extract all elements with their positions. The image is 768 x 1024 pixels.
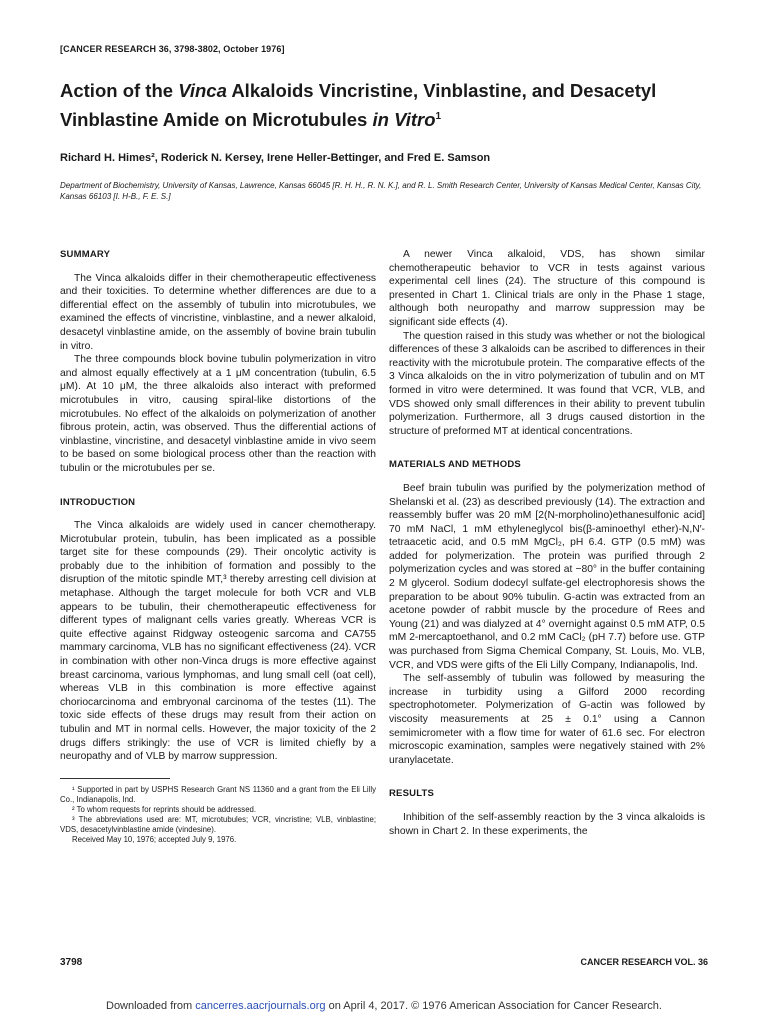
journal-link[interactable]: cancerres.aacrjournals.org <box>195 1000 326 1012</box>
journal-citation: [CANCER RESEARCH 36, 3798-3802, October 1976] <box>60 44 285 54</box>
download-suffix: on April 4, 2017. © 1976 American Association for Cancer Research. <box>325 1000 662 1012</box>
results-heading: RESULTS <box>389 788 435 800</box>
methods-heading: MATERIALS AND METHODS <box>389 459 521 471</box>
title-part-2: Alkaloids Vincristine, Vinblastine, and Desacetyl Vinblastine Amide on Microtubules <box>60 80 657 130</box>
page-number: 3798 <box>60 957 83 968</box>
summary-paragraph-2: The three compounds block bovine tubulin polymerization in vitro and almost equally effectively at a 1 μM concentration (tubulin, 6.5 μM). At 10 μM, the three alkaloids also interact with preformed microtubules in vitro, causing spiral-like distortions of the microtubules. No effect of the alkaloids on polymerization of another fibrous protein, actin, was observed. Thus the differential actions of vinblastine, vincristine, and desacetyl vinblastine amide in vivo seem to be based on some biological process other than the reaction with tubulin or the microtubules per se. <box>60 354 376 474</box>
title-footnote-marker: 1 <box>435 110 442 122</box>
affiliation: Department of Biochemistry, University of Kansas, Lawrence, Kansas 66045 [R. H. H., R. N. K.], and R. L. Smith Research Center, University of Kansas Medical Center, Kansas City, Kansas 66103 [I. H-B., F. E. S.] <box>60 181 702 201</box>
summary-heading: SUMMARY <box>60 249 111 260</box>
author-list: Richard H. Himes², Roderick N. Kersey, Irene Heller-Bettinger, and Fred E. Samson <box>60 152 491 164</box>
left-column <box>60 248 376 845</box>
introduction-paragraph-3: The question raised in this study was whether or not the biological differences of these 3 alkaloids can be ascribed to differences in their reactivity with the microtubule protein. The comparative effects of the 3 Vinca alkaloids on the in vitro polymerization of tubulin and on MT formed in vitro were determined. It was found that VCR, VLB, and VDS showed only small differences in their ability to prevent tubulin polymerization. Furthermore, all 3 drugs caused distortion in the structure of preformed MT at identical concentrations. <box>389 330 705 437</box>
summary-paragraph-1: The Vinca alkaloids differ in their chemotherapeutic effectiveness and their toxicities. To determine whether differences are due to a differential effect on the assembly of tubulin into microtubules, we examined the effects of vincristine, vinblastine, and a newer alkaloid, desacetyl vinblastine amide, on the assembly of bovine brain tubulin in vitro. <box>60 272 376 352</box>
download-notice <box>0 1000 768 1012</box>
received-note: Received May 10, 1976; accepted July 9, 1976. <box>72 834 237 844</box>
methods-paragraph-2: The self-assembly of tubulin was followed by measuring the increase in turbidity using a Gilford 2000 recording spectrophotometer. Polymerization of G-actin was followed by viscosity measurements at 25 ± 0.1° using a Cannon semimicrometer with a flow time for water of 61.6 sec. For electron microscopic examination, samples were negatively stained with 2% uranylacetate. <box>389 673 705 766</box>
right-column <box>389 248 705 838</box>
results-paragraph-1: Inhibition of the self-assembly reaction by the 3 vinca alkaloids is shown in Chart 2. In these experiments, the <box>389 811 705 837</box>
introduction-heading: INTRODUCTION <box>60 496 136 508</box>
title-part-1: Action of the <box>60 80 179 101</box>
introduction-paragraph-1: The Vinca alkaloids are widely used in cancer chemotherapy. Microtubular protein, tubulin, has been implicated as a possible target site for these compounds (29). Their oncolytic activity is probably due to the inhibition of formation and possibly to the disruption of the mitotic spindle MT,³ thereby arresting cell division at metaphase. Although the target molecule for both VCR and VLB appears to be tubulin, their chemotherapeutic effectiveness for different types of malignant cells varies greatly. Whereas VCR is quite effective against Ridgway osteogenic sarcoma and CA755 mammary carcinoma, VLB has no significant effectiveness (24). VCR in combination with other non-Vinca drugs is more effective against breast carcinoma, various lymphomas, and lung small cell (oat cell), whereas VLB in this combination is more effective against choriocarcinoma and embryonal carcinoma of the testes (11). The toxic side effects of these drugs may result from their action on tubulin and MT in normal cells. However, the major toxicity of the 2 drugs differs strikingly: the use of VCR is limited chiefly by a neuropathy and of VLB by marrow suppression. <box>60 520 376 763</box>
footnote-3: ³ The abbreviations used are: MT, microtubules; VCR, vincristine; VLB, vinblastine; VDS, desacetylvinblastine amide (vindesine). <box>60 814 376 834</box>
download-prefix: Downloaded from <box>106 1000 196 1012</box>
title-vinca: Vinca <box>178 80 227 101</box>
footnote-2: ² To whom requests for reprints should be addressed. <box>72 804 257 814</box>
footnotes <box>60 785 376 845</box>
title-in-vitro: in Vitro <box>372 109 436 130</box>
article-title <box>60 76 720 134</box>
methods-paragraph-1: Beef brain tubulin was purified by the polymerization method of Shelanski et al. (23) as described previously (14). The extraction and reassembly buffer was 20 mM [2(N-morpholino)ethanesulfonic acid] 70 mM NaCl, 1 mM ethyleneglycol bis(β-aminoethyl ether)-N,N′-tetraacetic acid, and 0.5 mM MgCl₂, pH 6.4. GTP (0.5 mM) was added for polymerization. The protein was purified through 2 polymerization cycles and was stored at −80° in the buffer containing 2 M glycerol. Sodium dodecyl sulfate-gel electrophoresis shows the preparation to be about 90% tubulin. G-actin was extracted from an acetone powder of rabbit muscle by the procedure of Rees and Young (21) and was dialyzed at 4° overnight against 0.5 mM ATP, 0.5 mM 2-mercaptoethanol, and 0.2 mM CaCl₂ (pH 7.7) before use. GTP was purchased from Sigma Chemical Company, St. Louis, Mo. VLB, VCR, and VDS were gifts of the Eli Lilly Company, Indianapolis, Ind. <box>389 482 705 671</box>
footnote-divider <box>60 778 170 779</box>
introduction-paragraph-2: A newer Vinca alkaloid, VDS, has shown similar chemotherapeutic behavior to VCR in tests against various experimental cell lines (24). The structure of this compound is presented in Chart 1. Clinical trials are only in the Phase 1 stage, although both neuropathy and marrow suppression may be significant side effects (4). <box>389 249 705 328</box>
footnote-1: ¹ Supported in part by USPHS Research Grant NS 11360 and a grant from the Eli Lilly Co., Indianapolis, Ind. <box>60 784 376 804</box>
running-footer: CANCER RESEARCH VOL. 36 <box>580 957 708 967</box>
